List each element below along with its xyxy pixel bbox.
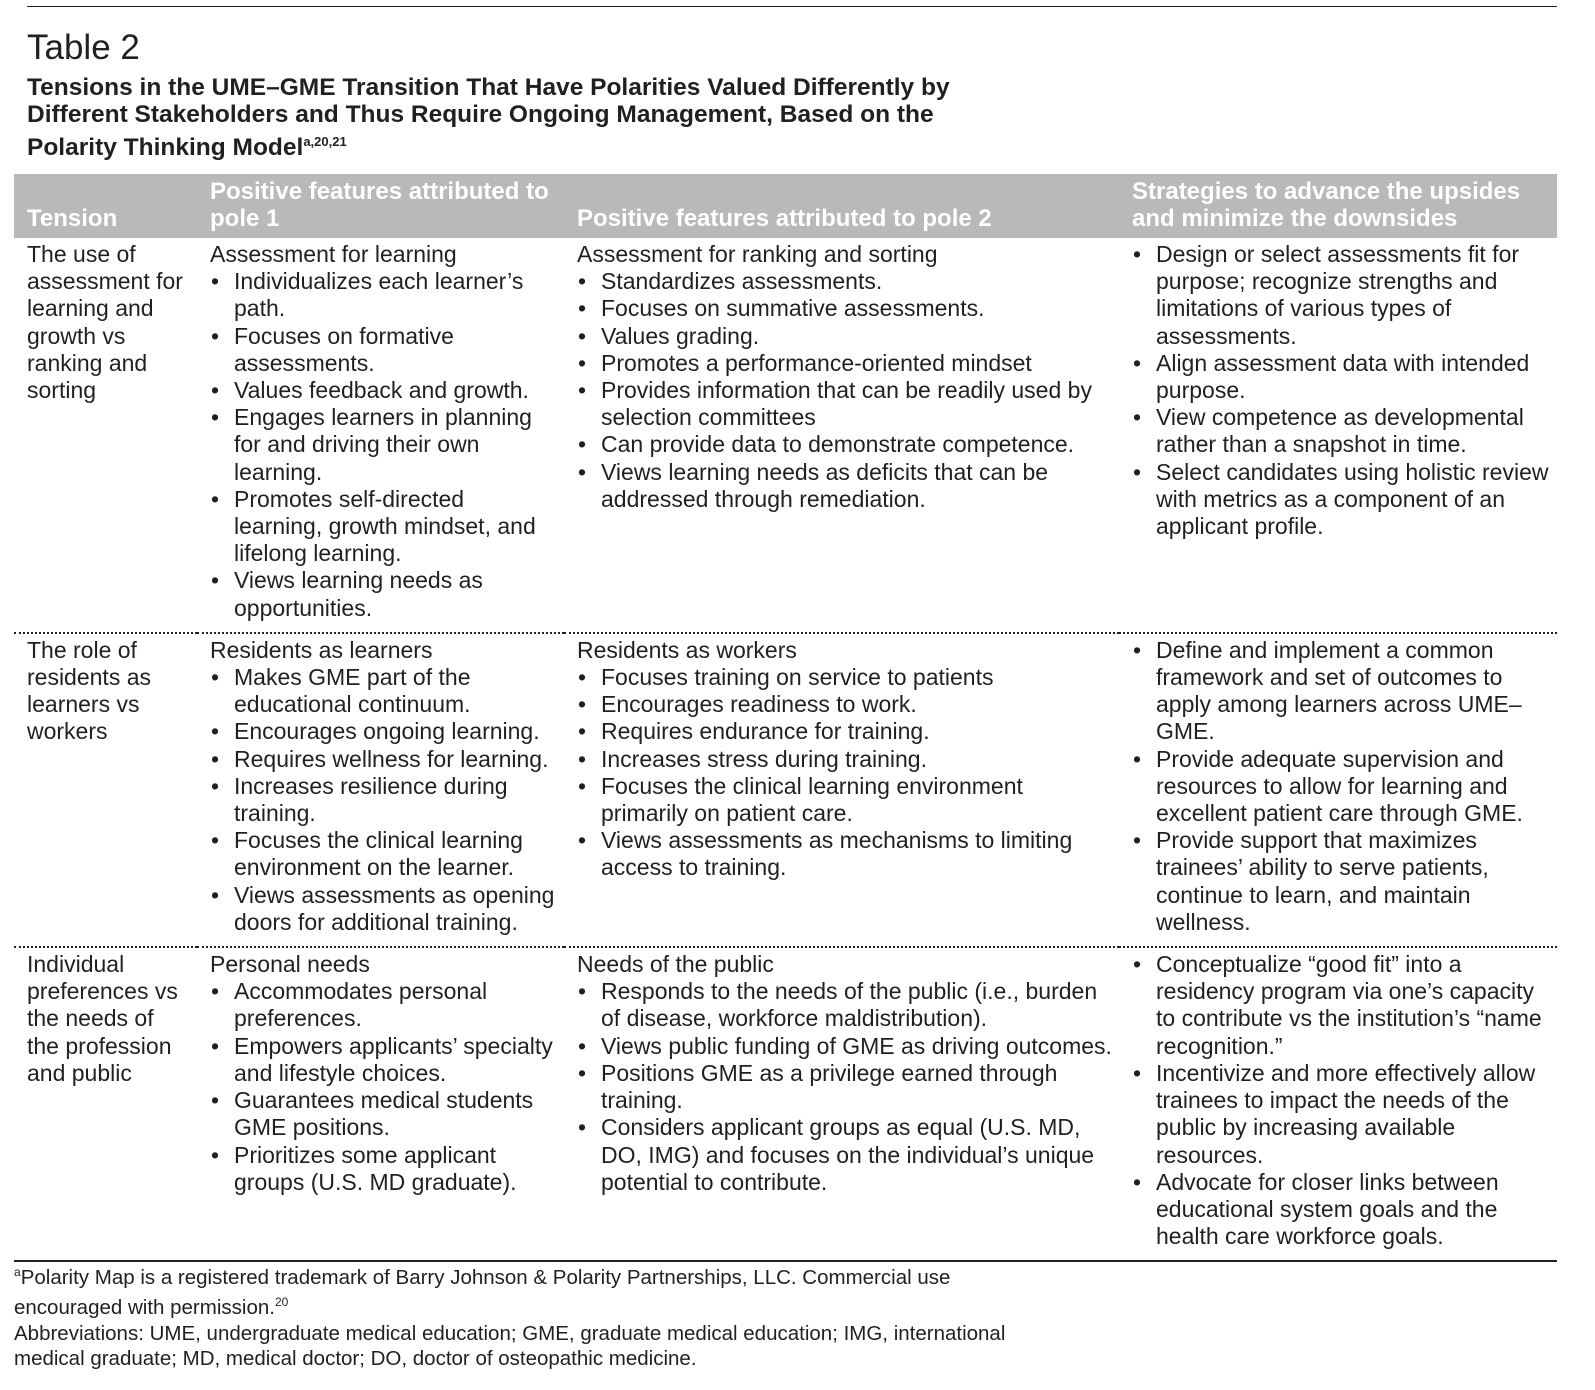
footnote-a-text: Polarity Map is a registered trademark of Barry Johnson & Polarity Partnerships, LLC. Commercial use encouraged with permission. (14, 1265, 951, 1320)
list-item: • Encourages ongoing learning. (210, 718, 558, 745)
footnote-a (14, 1260, 1014, 1321)
header-pole1: Positive features attributed to pole 1 (197, 174, 564, 238)
list-item: • Advocate for closer links between educational system goals and the health care workforce goals. (1132, 1169, 1551, 1251)
pole2-list (577, 268, 1113, 513)
list-item: • Empowers applicants’ specialty and lifestyle choices. (210, 1033, 558, 1087)
list-item: • View competence as developmental rather than a snapshot in time. (1132, 404, 1551, 458)
table-caption (27, 74, 1027, 161)
pole1-title: Personal needs (210, 951, 370, 978)
list-item: • Prioritizes some applicant groups (U.S. MD graduate). (210, 1142, 558, 1196)
strategies-cell (1119, 947, 1557, 1261)
header-strategies: Strategies to advance the upsides and minimize the downsides (1119, 174, 1557, 238)
list-item: • Engages learners in planning for and driving their own learning. (210, 404, 558, 486)
strategies-cell (1119, 238, 1557, 633)
pole1-list (210, 664, 558, 936)
list-item: • Individualizes each learner’s path. (210, 268, 558, 322)
pole2-cell (564, 947, 1119, 1261)
list-item: • Provide adequate supervision and resources to allow for learning and excellent patient care through GME. (1132, 746, 1551, 828)
list-item: • Promotes self-directed learning, growth mindset, and lifelong learning. (210, 486, 558, 568)
pole1-cell (197, 947, 564, 1261)
table-row (14, 633, 1557, 947)
list-item: • Requires wellness for learning. (210, 746, 558, 773)
table-row (14, 238, 1557, 633)
list-item: • Define and implement a common framework and set of outcomes to apply among learners across UME–GME. (1132, 637, 1551, 746)
list-item: • Can provide data to demonstrate competence. (577, 431, 1113, 458)
header-tension: Tension (14, 174, 197, 238)
list-item: • Positions GME as a privilege earned through training. (577, 1060, 1113, 1114)
pole1-cell (197, 633, 564, 947)
strategies-list (1132, 241, 1551, 540)
list-item: • Increases stress during training. (577, 746, 1113, 773)
pole1-title: Residents as learners (210, 636, 433, 663)
list-item: • Encourages readiness to work. (577, 691, 1113, 718)
tension-cell: Individual preferences vs the needs of the profession and public (14, 947, 197, 1261)
list-item: • Accommodates personal preferences. (210, 978, 558, 1032)
pole2-title: Assessment for ranking and sorting (577, 241, 938, 267)
list-item: • Focuses on formative assessments. (210, 323, 558, 377)
list-item: • Focuses on summative assessments. (577, 295, 1113, 322)
list-item: • Views assessments as mechanisms to limiting access to training. (577, 827, 1113, 881)
list-item: • Align assessment data with intended purpose. (1132, 350, 1551, 404)
table-row (14, 947, 1557, 1261)
pole1-title: Assessment for learning (210, 241, 457, 267)
strategies-list (1132, 951, 1551, 1250)
caption-refs: a,20,21 (303, 134, 347, 149)
list-item: • Promotes a performance-oriented mindset (577, 350, 1113, 377)
pole1-list (210, 978, 558, 1196)
list-item: • Makes GME part of the educational continuum. (210, 664, 558, 718)
list-item: • Values grading. (577, 323, 1113, 350)
footnote-a-ref: 20 (274, 1295, 289, 1310)
list-item: • Considers applicant groups as equal (U.S. MD, DO, IMG) and focuses on the individual’s unique potential to contribute. (577, 1114, 1113, 1196)
list-item: • Guarantees medical students GME positions. (210, 1087, 558, 1141)
header-row (14, 174, 1557, 238)
pole2-cell (564, 633, 1119, 947)
list-item: • Focuses the clinical learning environment primarily on patient care. (577, 773, 1113, 827)
tension-cell: The use of assessment for learning and growth vs ranking and sorting (14, 238, 197, 633)
list-item: • Responds to the needs of the public (i.e., burden of disease, workforce maldistribution). (577, 978, 1113, 1032)
pole2-list (577, 978, 1113, 1196)
list-item: • Views public funding of GME as driving outcomes. (577, 1033, 1113, 1060)
footnotes (14, 1260, 1014, 1372)
list-item: • Views learning needs as opportunities. (210, 567, 558, 621)
caption-text: Tensions in the UME–GME Transition That Have Polarities Valued Differently by Different Stakeholders and Thus Require Ongoing Management, Based on the Polarity Thinking Model (27, 74, 950, 162)
pole2-cell (564, 238, 1119, 633)
list-item: • Provides information that can be readily used by selection committees (577, 377, 1113, 431)
pole2-list (577, 664, 1113, 882)
strategies-cell (1119, 633, 1557, 947)
list-item: • Requires endurance for training. (577, 718, 1113, 745)
pole1-cell (197, 238, 564, 633)
abbreviations: Abbreviations: UME, undergraduate medical education; GME, graduate medical education; IMG, international medical graduate; MD, medical doctor; DO, doctor of osteopathic medicine. (14, 1321, 1006, 1371)
list-item: • Incentivize and more effectively allow trainees to impact the needs of the public by increasing available resources. (1132, 1060, 1551, 1169)
list-item: • Select candidates using holistic review with metrics as a component of an applicant profile. (1132, 459, 1551, 541)
footnote-marker: a (14, 1265, 21, 1279)
list-item: • Conceptualize “good fit” into a residency program via one’s capacity to contribute vs the institution’s “name recognition.” (1132, 951, 1551, 1060)
list-item: • Design or select assessments fit for purpose; recognize strengths and limitations of various types of assessments. (1132, 241, 1551, 350)
pole2-title: Residents as workers (577, 636, 797, 663)
list-item: • Values feedback and growth. (210, 377, 558, 404)
pole1-list (210, 268, 558, 622)
list-item: • Views learning needs as deficits that can be addressed through remediation. (577, 459, 1113, 513)
tension-cell: The role of residents as learners vs workers (14, 633, 197, 947)
list-item: • Provide support that maximizes trainees’ ability to serve patients, continue to learn, and maintain wellness. (1132, 827, 1551, 936)
header-pole2: Positive features attributed to pole 2 (564, 174, 1119, 238)
list-item: • Focuses the clinical learning environment on the learner. (210, 827, 558, 881)
list-item: • Views assessments as opening doors for additional training. (210, 882, 558, 936)
pole2-title: Needs of the public (577, 951, 774, 978)
strategies-list (1132, 637, 1551, 936)
list-item: • Standardizes assessments. (577, 268, 1113, 295)
table-label: Table 2 (27, 28, 140, 67)
list-item: • Increases resilience during training. (210, 773, 558, 827)
top-rule (27, 6, 1557, 7)
polarity-table (14, 174, 1557, 1262)
list-item: • Focuses training on service to patients (577, 664, 1113, 691)
